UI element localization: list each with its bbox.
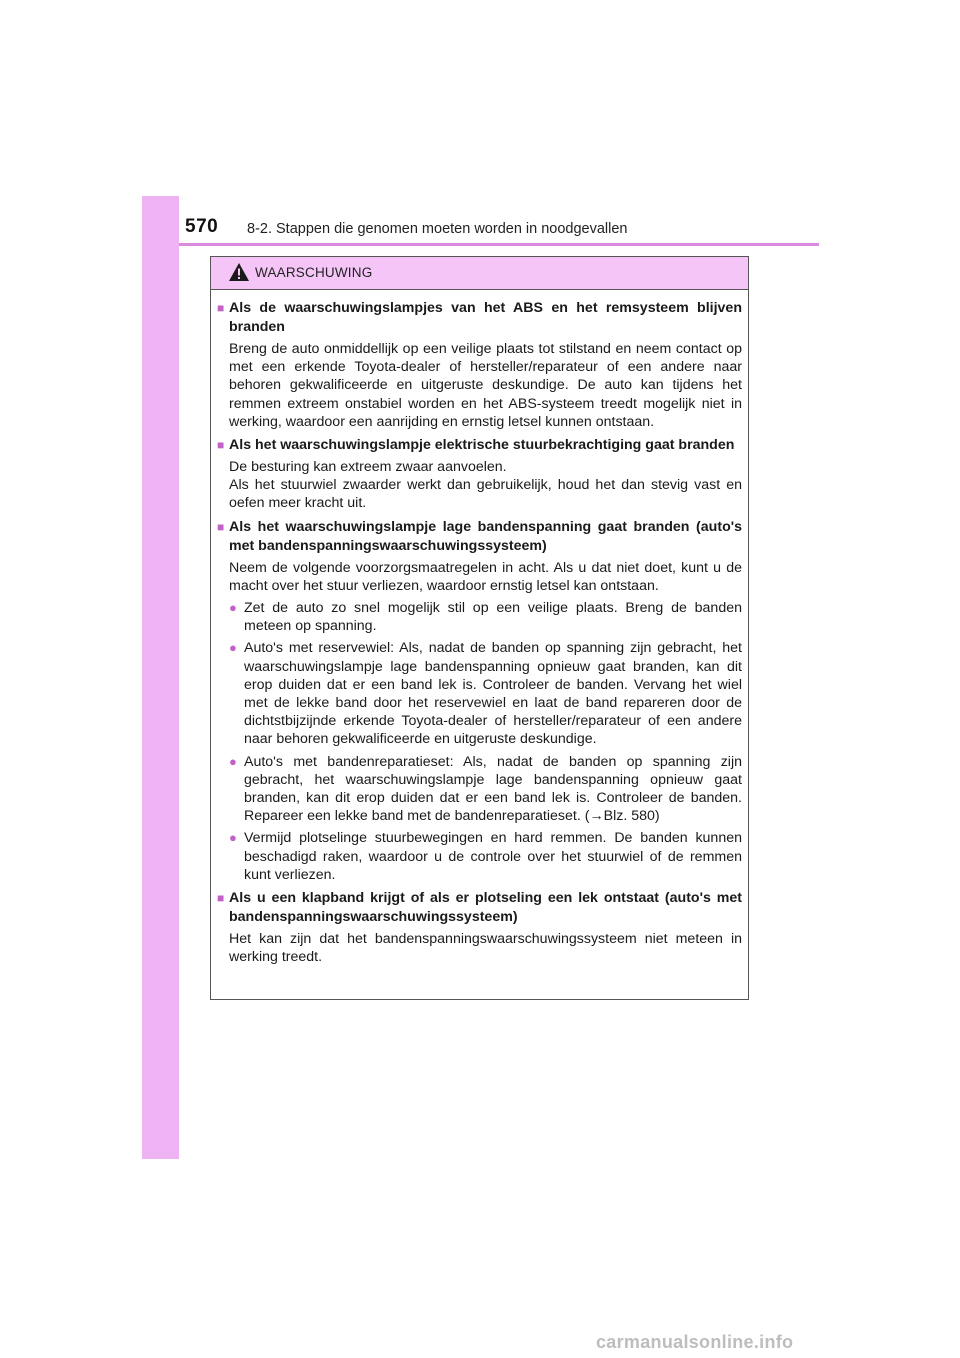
dot-bullet-icon: ● <box>229 830 237 846</box>
item-paragraph: Het kan zijn dat het bandenspanningswaarschuwingssysteem niet meteen in werking treedt. <box>229 931 742 966</box>
item-heading: Als het waarschuwingslampje elektrische stuurbekrachtiging gaat branden <box>229 437 735 454</box>
warning-header <box>211 257 748 290</box>
square-bullet-icon: ■ <box>217 438 225 453</box>
item-paragraph: Als het stuurwiel zwaarder werkt dan gebruikelijk, houd het dan stevig vast en oefen meer kracht uit. <box>229 477 742 512</box>
square-bullet-icon: ■ <box>217 891 225 906</box>
dot-bullet-icon: ● <box>229 600 237 616</box>
item-heading: Als u een klapband krijgt of als er plotseling een lek ontstaat (auto's met bandenspanningswaarschuwingssysteem) <box>229 890 742 926</box>
bullet-list <box>229 599 742 884</box>
warning-body <box>211 290 748 966</box>
header-rule <box>179 243 819 246</box>
square-bullet-icon: ■ <box>217 519 225 534</box>
item-heading: Als de waarschuwingslampjes van het ABS en het remsysteem blijven branden <box>229 300 742 335</box>
warning-triangle-icon <box>228 262 250 282</box>
item-paragraph: De besturing kan extreem zwaar aanvoelen. <box>229 459 507 476</box>
page-number: 570 <box>185 216 219 237</box>
dot-bullet-icon: ● <box>229 753 237 769</box>
warning-item-abs <box>217 299 742 431</box>
dot-bullet-icon: ● <box>229 640 237 656</box>
section-title: 8-2. Stappen die genomen moeten worden in noodgevallen <box>247 221 628 237</box>
warning-item-eps <box>217 436 742 513</box>
warning-item-blowout <box>217 889 742 966</box>
chapter-side-band <box>142 196 179 1159</box>
list-item: ● Vermijd plotselinge stuurbewegingen en hard remmen. De banden kunnen beschadigd raken, waardoor u de controle over het stuurwiel of de remmen kunt verliezen. <box>229 830 742 883</box>
item-paragraph: Neem de volgende voorzorgsmaatregelen in acht. Als u dat niet doet, kunt u de macht over het stuur verliezen, waardoor ernstig letsel kan ontstaan. <box>229 559 742 594</box>
list-item: ● Auto's met reservewiel: Als, nadat de banden op spanning zijn gebracht, het waarschuwingslampje lage bandenspanning opnieuw gaat branden, kan dit erop duiden dat er een band lek is. Controleer de banden. Vervang het wiel met de lekke band door het reservewiel en laat de band repareren door de dichtstbijzijnde erkende Toyota-dealer of hersteller/reparateur of een andere naar behoren gekwalificeerde en uitgeruste deskundige. <box>229 640 742 748</box>
list-item: ● Zet de auto zo snel mogelijk stil op een veilige plaats. Breng de banden meteen op spanning. <box>229 600 742 635</box>
warning-box <box>210 256 749 1000</box>
list-item: ● Auto's met bandenreparatieset: Als, nadat de banden op spanning zijn gebracht, het waarschuwingslampje lage bandenspanning opnieuw gaat branden, kan dit erop duiden dat er een band lek is. Controleer de banden. Repareer een lekke band met de bandenreparatieset. (→Blz. 580) <box>229 753 742 825</box>
watermark: carmanualsonline.info <box>596 1332 794 1352</box>
warning-item-tpws <box>217 518 742 884</box>
item-heading: Als het waarschuwingslampje lage bandenspanning gaat branden (auto's met bandenspanningswaarschuwingssysteem) <box>229 518 742 554</box>
square-bullet-icon: ■ <box>217 301 225 315</box>
warning-title: WAARSCHUWING <box>255 265 373 280</box>
item-paragraph: Breng de auto onmiddellijk op een veilige plaats tot stilstand en neem contact op met een erkende Toyota-dealer of hersteller/reparateur of een andere naar behoren gekwalificeerde en uitgeruste deskundige. De auto kan tijdens het remmen extreem onstabiel worden en het ABS-systeem treedt mogelijk niet in werking, waardoor een aanrijding en ernstig letsel kunnen ontstaan. <box>229 341 742 430</box>
